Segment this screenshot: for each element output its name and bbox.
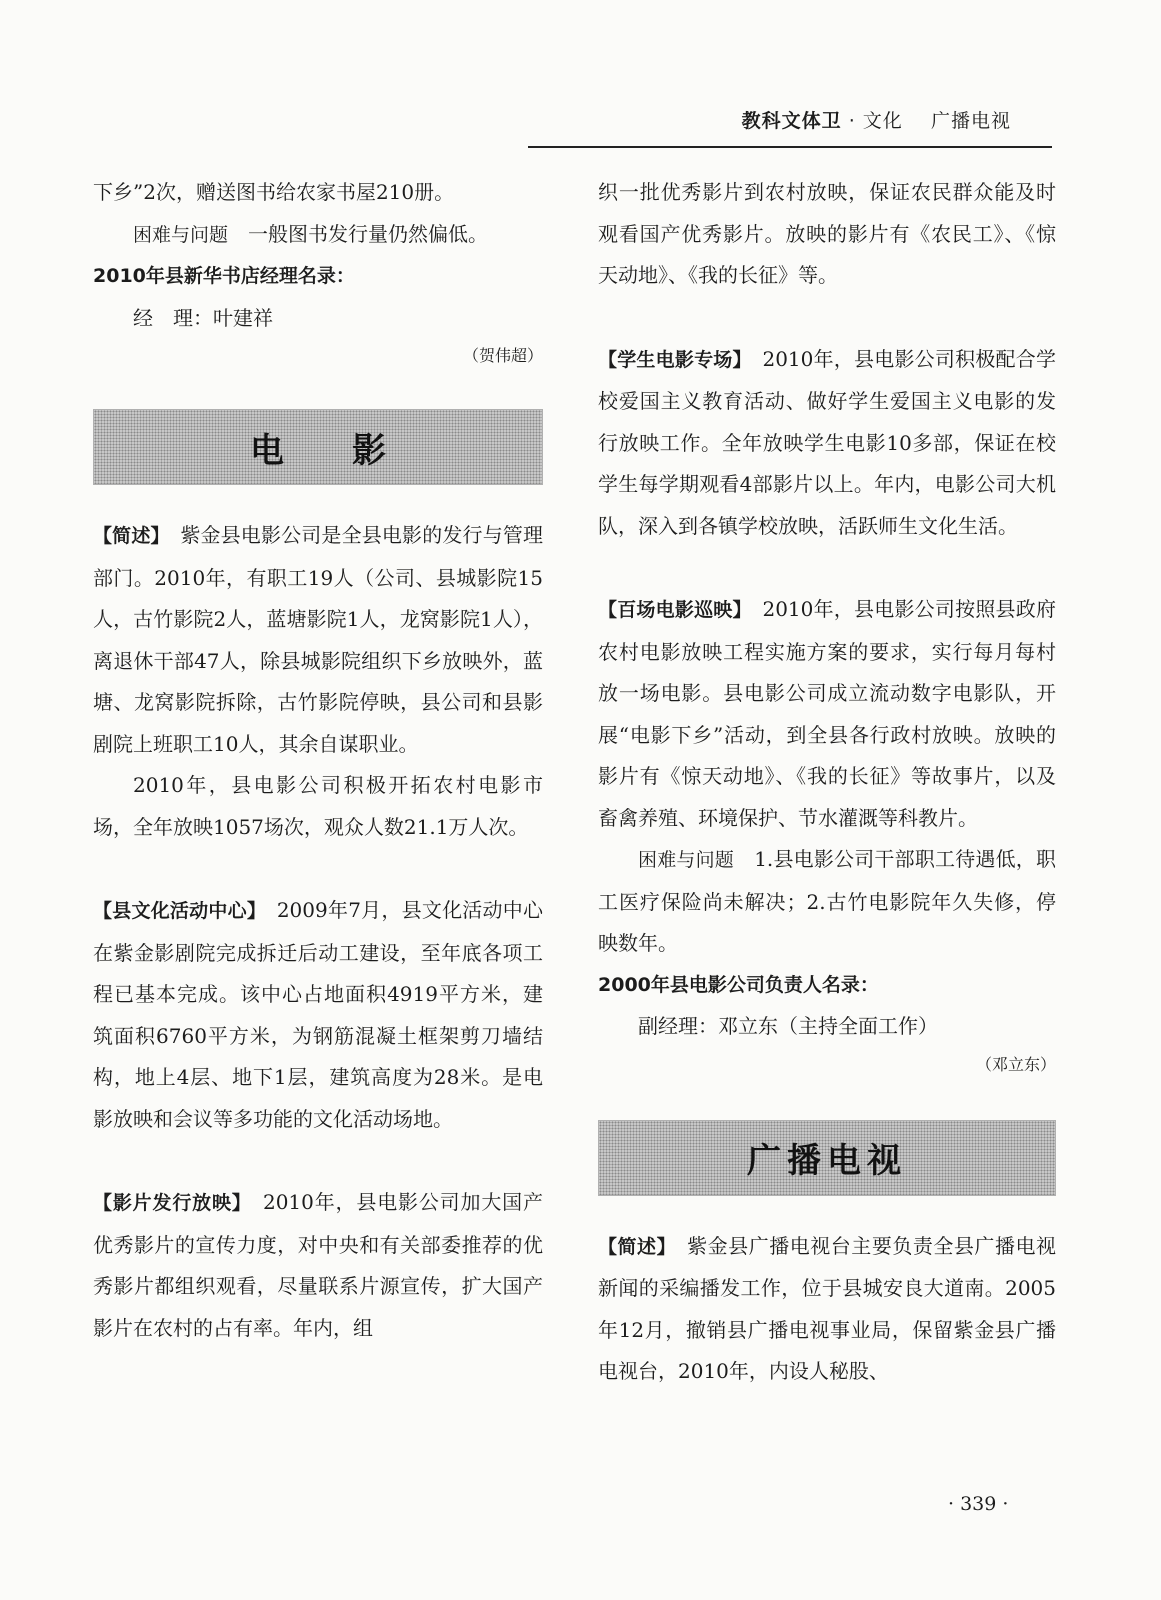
film-tour-heading: 【百场电影巡映】 (598, 599, 743, 621)
leader-list-title: 2000年县电影公司负责人名录： (598, 973, 879, 996)
manager-list-title: 2010年县新华书店经理名录： (93, 265, 355, 287)
film-tour-paragraph (598, 589, 1056, 839)
broadcast-overview-paragraph (598, 1226, 1056, 1393)
film-distribution-paragraph (93, 1182, 543, 1349)
header-subsection: 文化 (862, 110, 903, 132)
manager-name: 叶建祥 (213, 305, 273, 330)
running-head (742, 106, 1011, 133)
section-banner-broadcast: 广播电视 (598, 1120, 1056, 1196)
culture-center-text: 2009年7月，县文化活动中心在紫金影剧院完成拆迁后动工建设，至年底各项工程已基本完成。该中心占地面积4919平方米，建筑面积6760平方米，为钢筋混凝土框架剪刀墙结构，地上4层、地下1层，建筑高度为28米。是电影放映和会议等多功能的文化活动场地。 (93, 898, 543, 1131)
author-signature: （贺伟超） (462, 346, 543, 365)
author-signature: （邓立东） (975, 1054, 1056, 1074)
culture-center-paragraph (93, 890, 543, 1140)
manager-entry (93, 298, 543, 340)
paragraph: 下乡”2次，赠送图书给农家书屋210册。 (93, 180, 455, 204)
header-rule (528, 146, 1052, 148)
film-distribution-text: 2010年，县电影公司加大国产优秀影片的宣传力度，对中央和有关部委推荐的优秀影片都组织观看，尽量联系片源宣传，扩大国产影片在农村的占有率。年内，组 (93, 1190, 544, 1340)
difficulty-paragraph (598, 839, 1056, 965)
culture-center-heading: 【县文化活动中心】 (93, 900, 257, 922)
difficulty-text: 1.县电影公司干部职工待遇低，职工医疗保险尚未解决；2.古竹电影院年久失修，停映数年。 (598, 847, 1056, 955)
student-film-heading: 【学生电影专场】 (598, 348, 743, 371)
section-banner-film: 电 影 (93, 409, 543, 485)
left-column (93, 172, 543, 1349)
difficulty-paragraph (93, 214, 543, 257)
header-dot: · (848, 110, 856, 132)
broadcast-overview-text: 紫金县广播电视台主要负责全县广播电视新闻的采编播发工作，位于县城安良大道南。2005年12月，撤销县广播电视事业局，保留紫金县广播电视台，2010年，内设人秘股、 (598, 1233, 1056, 1383)
paragraph: 织一批优秀影片到农村放映，保证农民群众能及时观看国产优秀影片。放映的影片有《农民工》、《惊天动地》、《我的长征》等。 (598, 180, 1056, 287)
deputy-manager-entry: 副经理：邓立东（主持全面工作） (638, 1014, 938, 1038)
difficulty-label: 困难与问题 (638, 849, 734, 871)
manager-label: 经 理： (133, 305, 213, 330)
overview-paragraph (93, 515, 543, 765)
broadcast-overview-heading: 【简述】 (598, 1235, 667, 1258)
header-topic: 广播电视 (930, 110, 1011, 132)
student-film-text: 2010年，县电影公司积极配合学校爱国主义教育活动、做好学生爱国主义电影的发行放映工作。全年放映学生电影10多部，保证在校学生每学期观看4部影片以上。年内，电影公司大机队，深入到各镇学校放映，活跃师生文化生活。 (598, 346, 1056, 538)
page-number: · 339 · (948, 1493, 1009, 1515)
difficulty-label: 困难与问题 (133, 223, 229, 246)
overview-text: 紫金县电影公司是全县电影的发行与管理部门。2010年，有职工19人（公司、县城影院15人，古竹影院2人，蓝塘影院1人，龙窝影院1人），离退休干部47人，除县城影院组织下乡放映外，蓝塘、龙窝影院拆除，古竹影院停映，县公司和县影剧院上班职工10人，其余自谋职业。 (93, 523, 544, 756)
overview-heading: 【简述】 (93, 525, 161, 547)
student-film-paragraph (598, 339, 1056, 548)
header-section: 教科文体卫 (741, 110, 842, 132)
film-distribution-heading: 【影片发行放映】 (93, 1192, 243, 1214)
difficulty-text: 一般图书发行量仍然偏低。 (248, 221, 489, 246)
paragraph: 2010年，县电影公司积极开拓农村电影市场，全年放映1057场次，观众人数21.1万人次。 (93, 773, 543, 839)
right-column (598, 172, 1056, 1393)
film-tour-text: 2010年，县电影公司按照县政府农村电影放映工程实施方案的要求，实行每月每村放一场电影。县电影公司成立流动数字电影队，开展“电影下乡”活动，到全县各行政村放映。放映的影片有《惊天动地》、《我的长征》等故事片，以及畜禽养殖、环境保护、节水灌溉等科教片。 (598, 597, 1056, 830)
